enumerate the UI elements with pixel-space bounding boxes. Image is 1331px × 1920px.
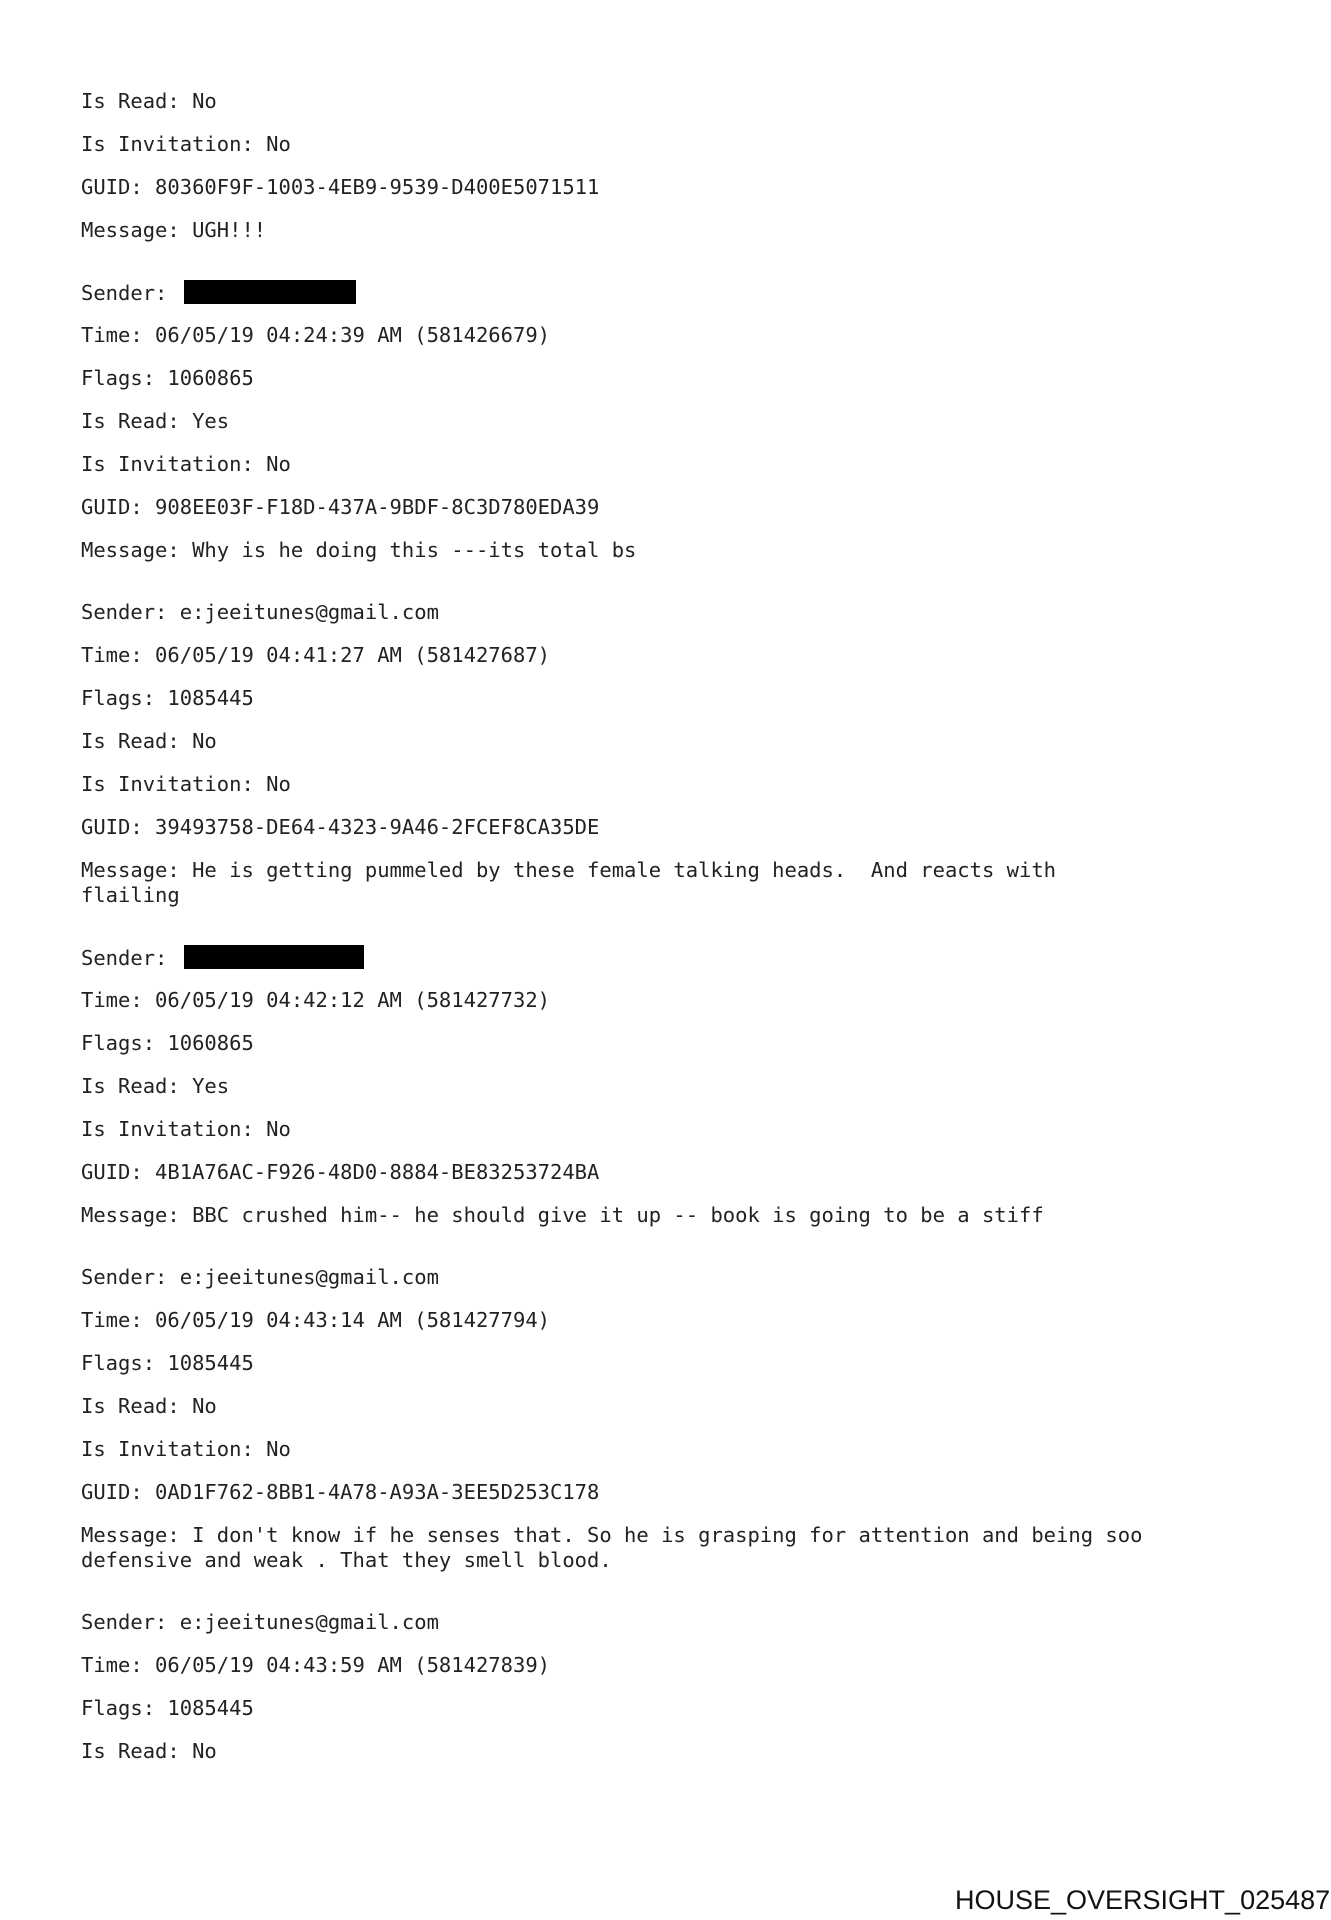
field-guid: GUID: 39493758-DE64-4323-9A46-2FCEF8CA35DE: [81, 815, 600, 839]
field-time: Time: 06/05/19 04:42:12 AM (581427732): [81, 988, 550, 1012]
field-is-invitation: Is Invitation: No: [81, 1437, 291, 1461]
field-flags: Flags: 1060865: [81, 1031, 254, 1055]
bates-number: HOUSE_OVERSIGHT_025487: [955, 1885, 1331, 1915]
field-is-read: Is Read: No: [81, 1394, 217, 1418]
field-is-read: Is Read: No: [81, 1739, 217, 1763]
field-sender: [81, 945, 364, 971]
field-message: Message: Why is he doing this ---its total bs: [81, 538, 637, 562]
sender-label: Sender:: [81, 281, 180, 305]
field-sender: Sender: e:jeeitunes@gmail.com: [81, 1610, 439, 1634]
field-flags: Flags: 1060865: [81, 366, 254, 390]
field-is-read: Is Read: Yes: [81, 409, 230, 433]
field-message: Message: UGH!!!: [81, 218, 267, 242]
field-time: Time: 06/05/19 04:24:39 AM (581426679): [81, 323, 550, 347]
field-message: Message: He is getting pummeled by these female talking heads. And reacts with: [81, 858, 1057, 882]
field-is-invitation: Is Invitation: No: [81, 1117, 291, 1141]
field-time: Time: 06/05/19 04:43:14 AM (581427794): [81, 1308, 550, 1332]
field-flags: Flags: 1085445: [81, 686, 254, 710]
field-is-read: Is Read: No: [81, 89, 217, 113]
field-guid: GUID: 0AD1F762-8BB1-4A78-A93A-3EE5D253C178: [81, 1480, 600, 1504]
field-is-invitation: Is Invitation: No: [81, 772, 291, 796]
field-message-continued: flailing: [81, 883, 180, 907]
field-time: Time: 06/05/19 04:41:27 AM (581427687): [81, 643, 550, 667]
field-message: Message: BBC crushed him-- he should give it up -- book is going to be a stiff: [81, 1203, 1044, 1227]
field-flags: Flags: 1085445: [81, 1696, 254, 1720]
field-is-invitation: Is Invitation: No: [81, 452, 291, 476]
field-sender: Sender: e:jeeitunes@gmail.com: [81, 1265, 439, 1289]
sender-label: Sender:: [81, 946, 180, 970]
field-message-continued: defensive and weak . That they smell blood.: [81, 1548, 612, 1572]
field-message: Message: I don't know if he senses that. So he is grasping for attention and being soo: [81, 1523, 1143, 1547]
field-sender: [81, 280, 356, 306]
field-is-invitation: Is Invitation: No: [81, 132, 291, 156]
redaction-box: [184, 945, 364, 969]
field-flags: Flags: 1085445: [81, 1351, 254, 1375]
field-is-read: Is Read: Yes: [81, 1074, 230, 1098]
field-time: Time: 06/05/19 04:43:59 AM (581427839): [81, 1653, 550, 1677]
field-is-read: Is Read: No: [81, 729, 217, 753]
field-guid: GUID: 908EE03F-F18D-437A-9BDF-8C3D780EDA39: [81, 495, 600, 519]
field-sender: Sender: e:jeeitunes@gmail.com: [81, 600, 439, 624]
field-guid: GUID: 4B1A76AC-F926-48D0-8884-BE83253724BA: [81, 1160, 600, 1184]
redaction-box: [184, 280, 356, 304]
field-guid: GUID: 80360F9F-1003-4EB9-9539-D400E5071511: [81, 175, 600, 199]
